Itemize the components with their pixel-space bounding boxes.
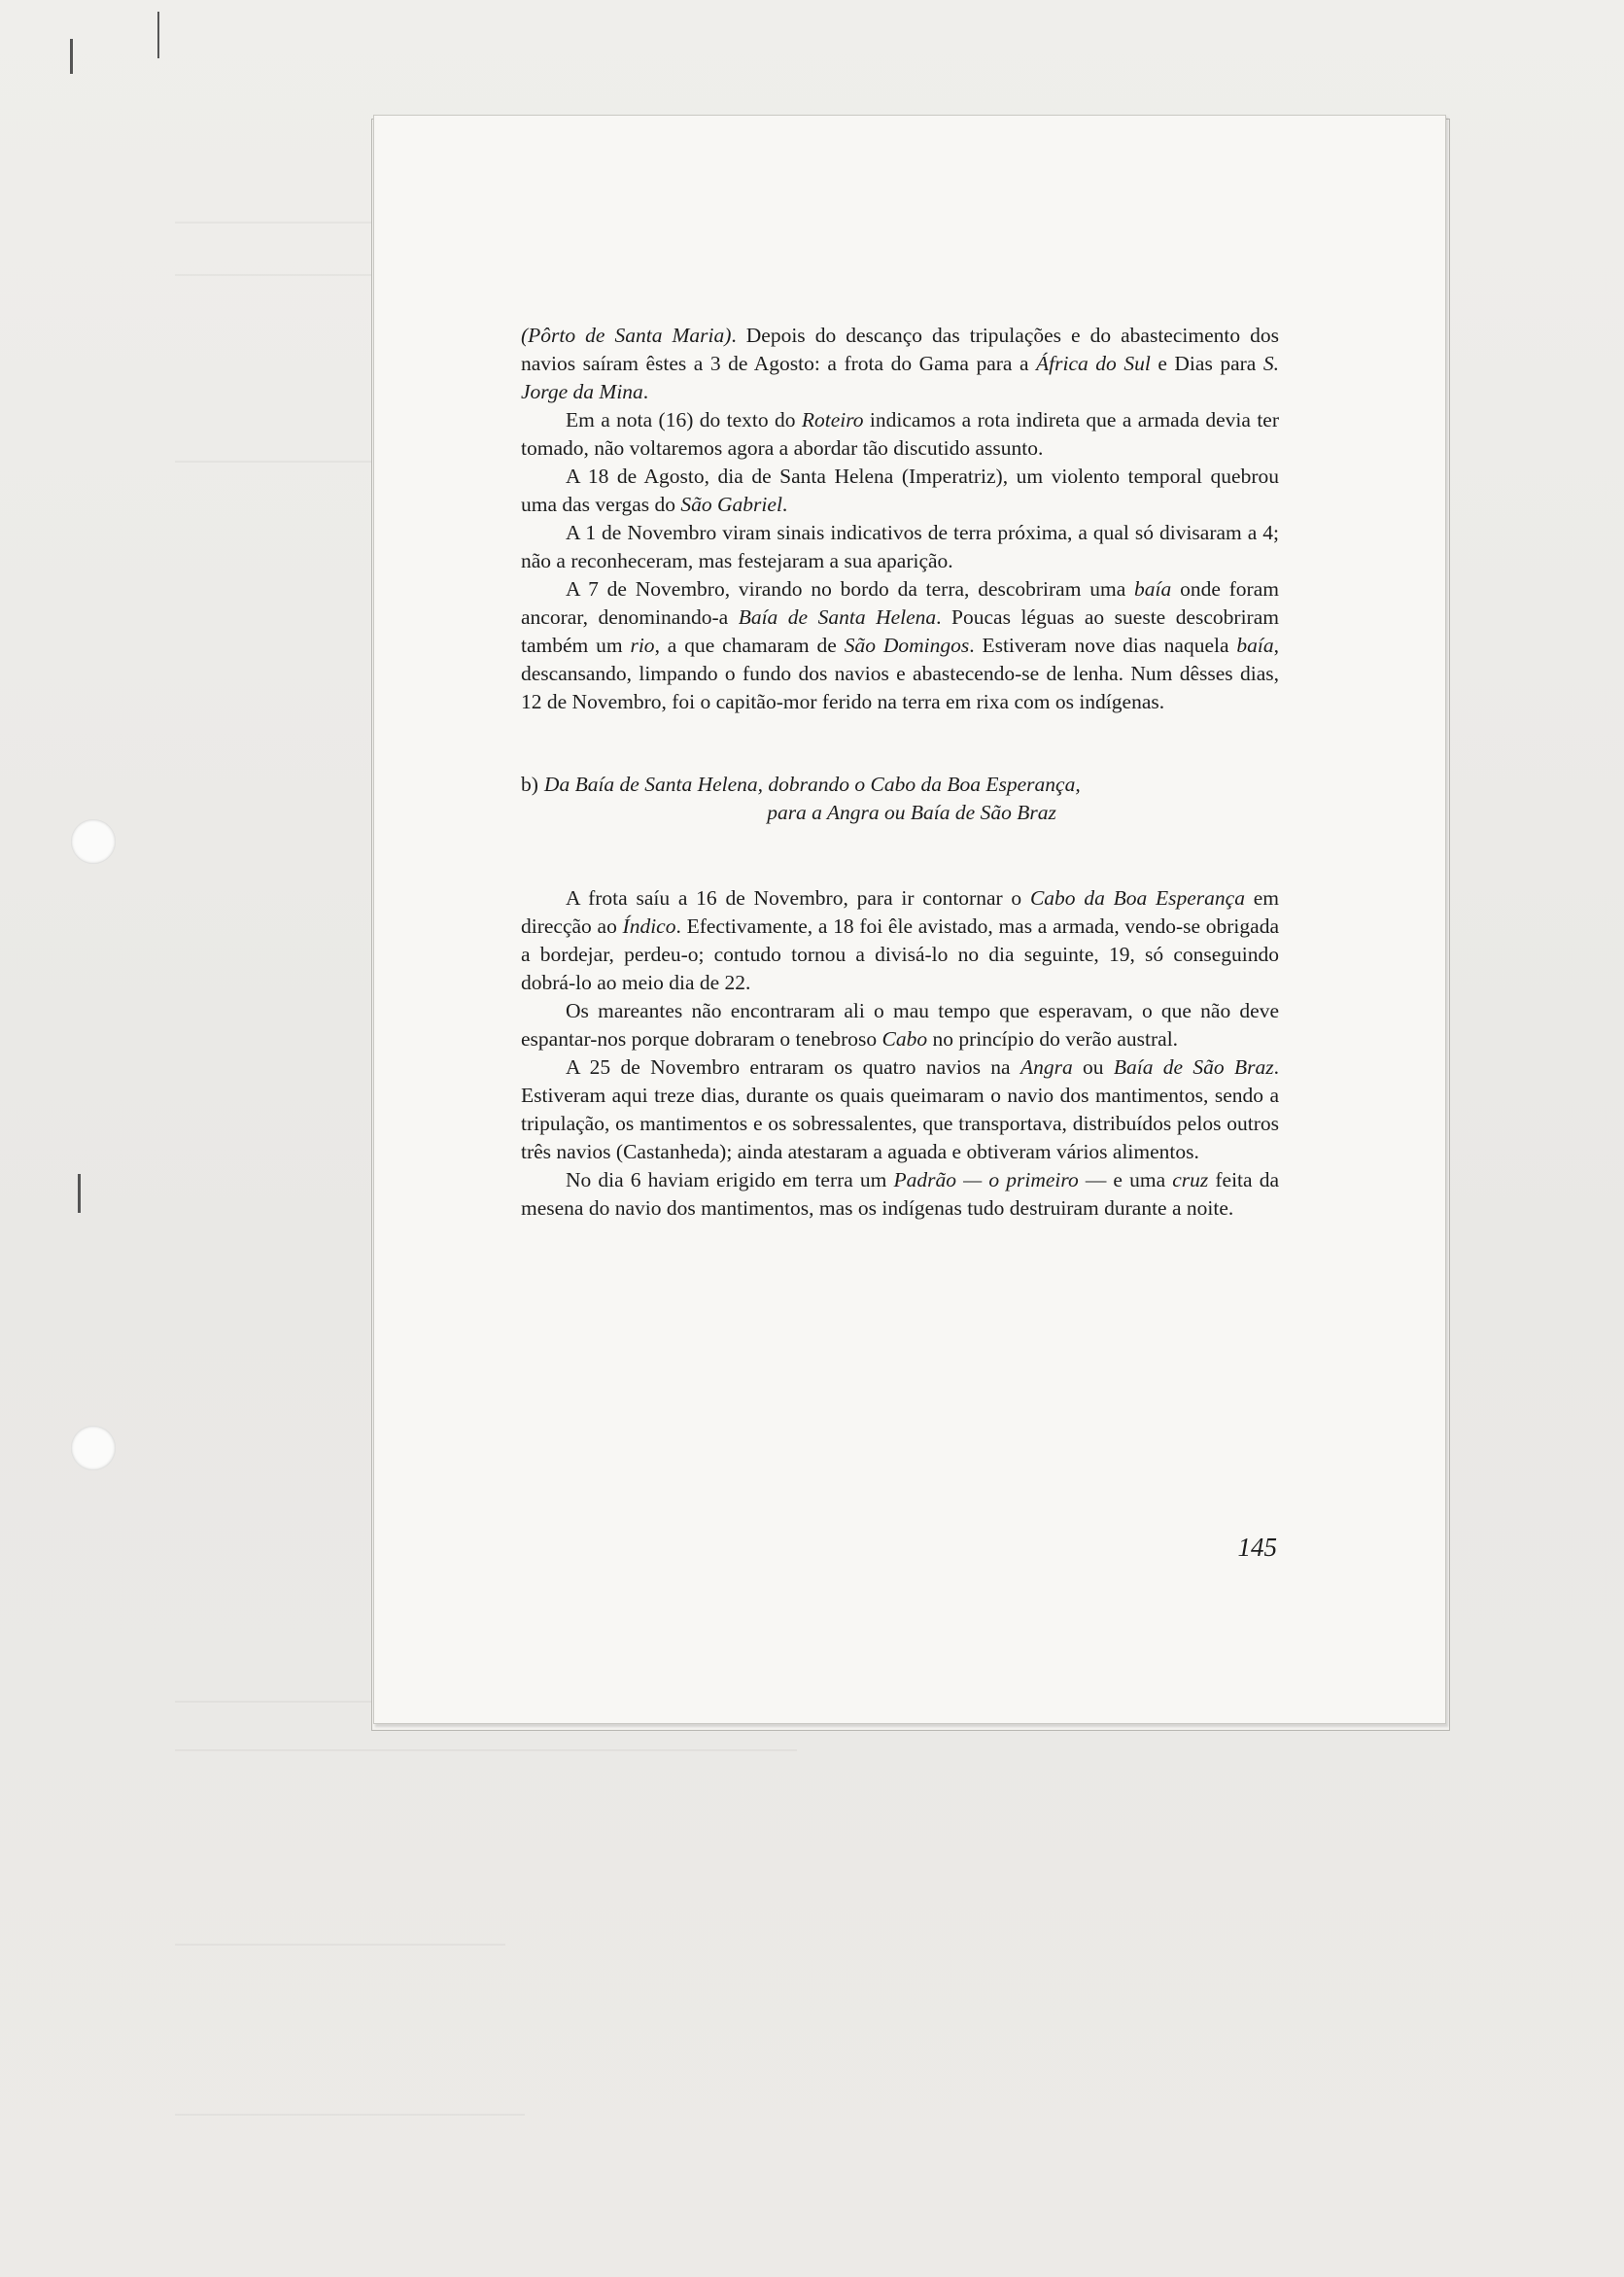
margin-mark (78, 1174, 81, 1213)
text-run: A 18 de Agosto, dia de Santa Helena (Imperatriz), um violento temporal quebrou uma das vergas do (521, 465, 1279, 516)
text-run: . Estiveram aqui treze dias, durante os quais queimaram o navio dos mantimentos, sendo a tripulação, os mantimentos e os sobressalentes, que transportava, distribuídos pelos outros três navios (Castanheda); ainda atestaram a aguada e obtiveram vários alimentos. (521, 1055, 1279, 1163)
paragraph-p8 (521, 1053, 1279, 1166)
italic-text: Índico (622, 914, 676, 938)
paragraph-p3 (521, 463, 1279, 519)
italic-text: Baía de Santa Helena (738, 605, 937, 629)
text-run: em direcção ao (521, 886, 1279, 938)
text-run: feita da mesena do navio dos mantimentos, mas os indígenas tudo destruiram durante a noite. (521, 1168, 1279, 1220)
paragraphs-after-heading (521, 884, 1279, 1223)
text-run: . (642, 380, 649, 403)
paragraph-p6 (521, 884, 1279, 997)
bleed-through-line (175, 222, 379, 224)
text-run: A 1 de Novembro viram sinais indicativos de terra próxima, a qual só divisaram a 4; não a reconheceram, mas festejaram a sua aparição. (521, 521, 1279, 572)
italic-text: África do Sul (1036, 352, 1151, 375)
italic-text: baía (1134, 577, 1172, 601)
italic-text: (Pôrto de Santa Maria) (521, 324, 732, 347)
italic-text: rio (630, 634, 655, 657)
text-run: . Depois do descanço das tripulações e do abastecimento dos navios saíram êstes a 3 de Agosto: a frota do Gama para a (521, 324, 1279, 375)
text-run: A frota saíu a 16 de Novembro, para ir contornar o (566, 886, 1030, 910)
text-run: — e uma (1078, 1168, 1173, 1191)
italic-text: cruz (1172, 1168, 1209, 1191)
text-run: . Poucas léguas ao sueste descobriram também um (521, 605, 1279, 657)
text-run: A 7 de Novembro, virando no bordo da terra, descobriram uma (566, 577, 1135, 601)
body-text (521, 322, 1279, 1223)
section-heading (521, 771, 1279, 827)
italic-text: S. Jorge da Mina (521, 352, 1279, 403)
paragraph-p5 (521, 575, 1279, 716)
text-run: onde foram ancorar, denominando-a (521, 577, 1279, 629)
italic-text: São Gabriel (680, 493, 782, 516)
paragraphs-before-heading (521, 322, 1279, 716)
section-heading-text-1: Da Baía de Santa Helena, dobrando o Cabo da Boa Esperança, (543, 773, 1081, 796)
margin-mark (70, 39, 73, 74)
text-run: No dia 6 haviam erigido em terra um (566, 1168, 894, 1191)
section-heading-line-2: para a Angra ou Baía de São Braz (767, 801, 1056, 824)
bleed-through-line (175, 1749, 797, 1751)
text-run: . Estiveram nove dias naquela (969, 634, 1237, 657)
italic-text: Cabo da Boa Esperança (1029, 886, 1245, 910)
italic-text: Angra (1019, 1055, 1073, 1079)
page-number: 145 (1237, 1533, 1277, 1562)
bleed-through-line (175, 274, 379, 276)
text-run: , descansando, limpando o fundo dos navios e abastecendo-se de lenha. Num dêsses dias, 12 de Novembro, foi o capitão-mor ferido na terra em rixa com os indígenas. (521, 634, 1279, 713)
section-heading-line-1 (521, 771, 1279, 799)
italic-text: Baía de São Braz (1113, 1055, 1274, 1079)
section-label: b) (521, 773, 538, 796)
text-run: , a que chamaram de (654, 634, 845, 657)
bleed-through-line (175, 2114, 525, 2116)
text-run: A 25 de Novembro entraram os quatro navios na (566, 1055, 1020, 1079)
punch-hole-upper (71, 819, 116, 864)
paragraph-p7 (521, 997, 1279, 1053)
paragraph-p1 (521, 322, 1279, 406)
text-run: Os mareantes não encontraram ali o mau tempo que esperavam, o que não deve espantar-nos porque dobraram o tenebroso (521, 999, 1279, 1051)
text-run: Em a nota (16) do texto do (566, 408, 802, 431)
text-run: indicamos a rota indireta que a armada devia ter tomado, não voltaremos agora a abordar tão discutido assunto. (521, 408, 1279, 460)
paragraph-p2 (521, 406, 1279, 463)
italic-text: Padrão — o primeiro (893, 1168, 1079, 1191)
bleed-through-line (175, 461, 379, 463)
text-run: . (781, 493, 788, 516)
text-run: no princípio do verão austral. (927, 1027, 1179, 1051)
italic-text: Cabo (881, 1027, 928, 1051)
paragraph-p4 (521, 519, 1279, 575)
text-run: ou (1072, 1055, 1114, 1079)
bleed-through-line (175, 1944, 505, 1946)
italic-text: Roteiro (801, 408, 864, 431)
italic-text: São Domingos (844, 634, 970, 657)
paragraph-p9 (521, 1166, 1279, 1223)
text-run: . Efectivamente, a 18 foi êle avistado, mas a armada, vendo-se obrigada a bordejar, perdeu-o; contudo tornou a divisá-lo no dia seguinte, 19, só conseguindo dobrá-lo ao meio dia de 22. (521, 914, 1279, 994)
margin-mark (157, 12, 159, 58)
italic-text: baía (1236, 634, 1274, 657)
text-run: e Dias para (1150, 352, 1263, 375)
punch-hole-lower (71, 1426, 116, 1470)
